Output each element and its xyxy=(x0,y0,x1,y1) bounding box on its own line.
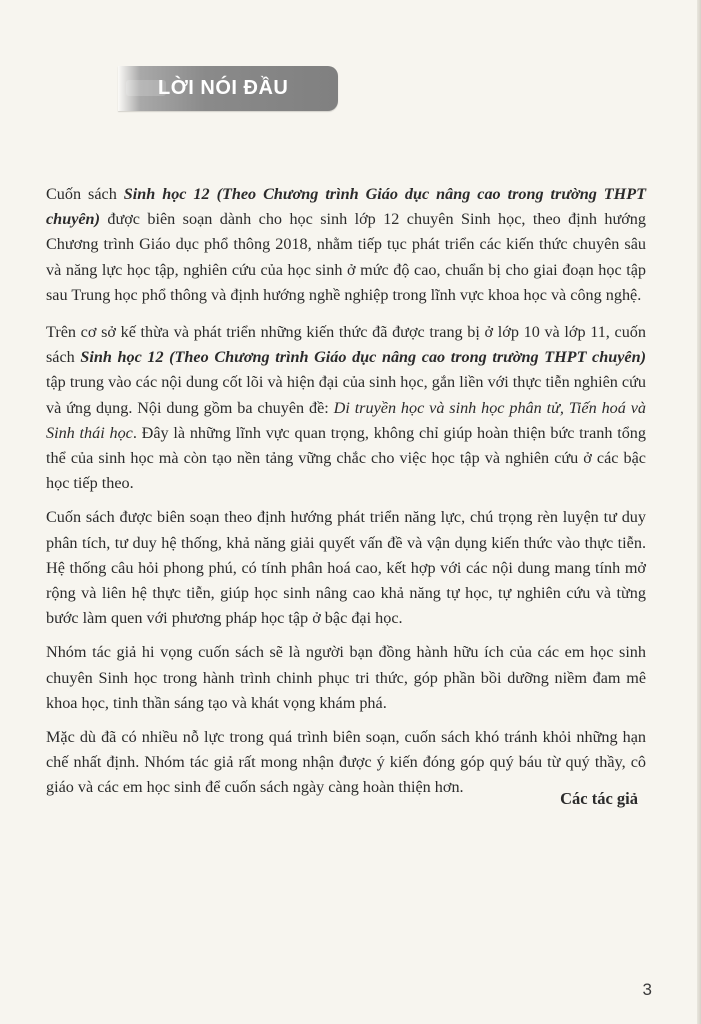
topics-emphasis: Di truyền học và sinh học phân tử, Tiến hoá và Sinh thái học xyxy=(46,398,646,442)
author-signature: Các tác giả xyxy=(560,789,638,808)
paragraph-1 xyxy=(46,182,646,308)
page-edge xyxy=(697,0,701,1024)
paragraph-5: Mặc dù đã có nhiều nỗ lực trong quá trình biên soạn, cuốn sách khó tránh khỏi những hạn chế nhất định. Nhóm tác giả rất mong nhận được ý kiến đóng góp quý báu từ quý thầy, cô giáo và các em học sinh để cuốn sách ngày càng hoàn thiện hơn. xyxy=(46,728,646,797)
page-title: LỜI NÓI ĐẦU xyxy=(158,77,289,99)
paragraph-3: Cuốn sách được biên soạn theo định hướng phát triển năng lực, chú trọng rèn luyện tư duy phân tích, tư duy hệ thống, khả năng giải quyết vấn đề và vận dụng kiến thức vào thực tiễn. Hệ thống câu hỏi phong phú, có tính phân hoá cao, kết hợp với các nội dung mang tính mở rộng và liên hệ thực tiễn, giúp học sinh nâng cao khả năng tự học, tự nghiên cứu và từng bước làm quen với phương pháp học tập ở bậc đại học. xyxy=(46,508,646,628)
page-number: 3 xyxy=(642,980,652,999)
paragraph-2 xyxy=(46,320,646,496)
book-title-emphasis: Sinh học 12 (Theo Chương trình Giáo dục nâng cao trong trường THPT chuyên) xyxy=(80,348,647,367)
preface-body xyxy=(46,182,646,810)
book-title-emphasis: Sinh học 12 (Theo Chương trình Giáo dục nâng cao trong trường THPT chuyên) xyxy=(46,185,647,229)
paragraph-2-text-c: . Đây là những lĩnh vực quan trọng, không chỉ giúp hoàn thiện bức tranh tổng thể của sinh học mà còn tạo nền tảng vững chắc cho việc học tập và nghiên cứu ở các bậc học tiếp theo. xyxy=(46,423,646,493)
paragraph-2-text-b: tập trung vào các nội dung cốt lõi và hiện đại của sinh học, gắn liền với thực tiễn nghiên cứu và ứng dụng. Nội dung gồm ba chuyên đề: xyxy=(46,373,646,417)
paragraph-2-text-a: Trên cơ sở kế thừa và phát triển những kiến thức đã được trang bị ở lớp 10 và lớp 11, cuốn sách xyxy=(46,323,646,367)
paragraph-1-text-a: Cuốn sách xyxy=(46,185,124,203)
paragraph-1-text-b: được biên soạn dành cho học sinh lớp 12 chuyên Sinh học, theo định hướng Chương trình Giáo dục phổ thông 2018, nhằm tiếp tục phát triển các kiến thức chuyên sâu và năng lực học tập, nghiên cứu của học sinh ở mức độ cao, chuẩn bị cho giai đoạn học tập sau Trung học phổ thông và định hướng nghề nghiệp trong lĩnh vực khoa học và công nghệ. xyxy=(46,210,646,304)
paragraph-4: Nhóm tác giả hi vọng cuốn sách sẽ là người bạn đồng hành hữu ích của các em học sinh chuyên Sinh học trong hành trình chinh phục tri thức, góp phần bồi dưỡng niềm đam mê khoa học, tinh thần sáng tạo và khát vọng khám phá. xyxy=(46,643,646,712)
